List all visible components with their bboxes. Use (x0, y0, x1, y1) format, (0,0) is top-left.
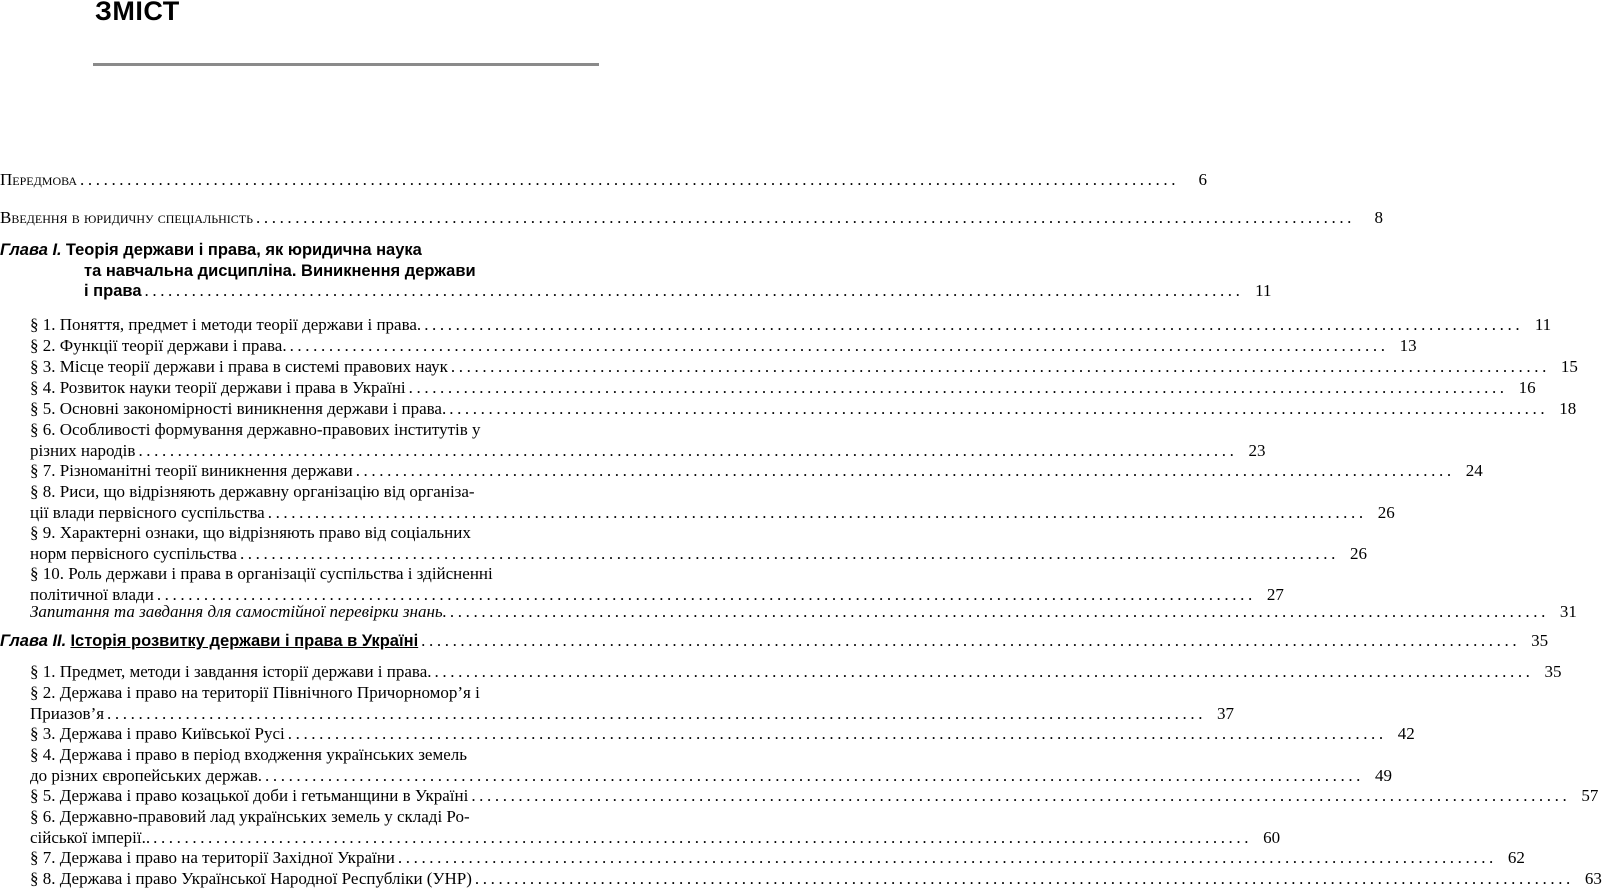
dot-leader: ............................................................................................................................................ (421, 631, 1521, 650)
page-number: 37 (1217, 703, 1235, 723)
entry-title: § 4. Розвиток науки теорії держави і права в Україні (30, 378, 406, 397)
toc-line (0, 168, 1208, 192)
entry-title: політичної влади (30, 584, 154, 604)
entry-title: різних народів (30, 440, 136, 460)
page-number: 6 (1198, 170, 1208, 189)
entry-title: § 1. Предмет, методи і завдання історії держави і права. (30, 662, 432, 681)
entry-title: ції влади первісного суспільства (30, 502, 265, 522)
dot-leader: ............................................................................................................................................ (144, 281, 1244, 301)
page-number: 11 (1534, 315, 1552, 334)
toc-line (30, 600, 1577, 624)
entry-title: § 4. Держава і право в період входження українських земель (30, 745, 468, 764)
page-number: 49 (1375, 765, 1393, 785)
entry-title: § 7. Держава і право на території Західної України (30, 848, 395, 867)
entry-title: § 6. Державно-правовий лад українських земель у складі Ро- (30, 807, 470, 826)
title-rule (93, 63, 599, 66)
entry-title: § 1. Поняття, предмет і методи теорії держави і права. (30, 315, 422, 334)
entry-title: § 9. Характерні ознаки, що відрізняють право від соціальних (30, 523, 471, 542)
dot-leader: ............................................................................................................................................ (267, 502, 1367, 522)
page-number: 57 (1581, 786, 1599, 805)
page-number: 13 (1399, 336, 1417, 355)
toc-entry-front[interactable] (0, 168, 1208, 192)
entry-title: Приазов’я (30, 703, 105, 723)
entry-title: § 5. Держава і право козацької доби і гетьманщини в Україні (30, 786, 469, 805)
page-number: 35 (1531, 631, 1549, 650)
entry-title: § 2. Функції теорії держави і права. (30, 336, 287, 355)
dot-leader: ............................................................................................................................................ (107, 703, 1207, 723)
dot-leader: ............................................................................................................................................ (449, 399, 1549, 418)
chapter-label: Глава I. (0, 241, 62, 259)
entry-title: § 2. Держава і право на території Північного Причорномор’я і (30, 683, 480, 702)
chapter-label: Глава II. (0, 632, 67, 650)
toc-line (0, 206, 1384, 230)
toc-line (30, 867, 1602, 891)
page-number: 27 (1266, 584, 1284, 604)
toc-chapter-cont (0, 279, 1272, 303)
entry-title: § 3. Місце теорії держави і права в системі правових наук (30, 357, 448, 376)
dot-leader: ............................................................................................................................................ (289, 336, 1389, 355)
page-number: 60 (1263, 827, 1281, 847)
entry-title: до різних європейських держав. (30, 765, 263, 785)
entry-title: Запитання та завдання для самостійної перевірки знань. (30, 602, 447, 621)
entry-title: § 7. Різноманітні теорії виникнення держави (30, 461, 353, 480)
entry-title: § 3. Держава і право Київської Русі (30, 724, 285, 743)
entry-title: § 5. Основні закономірності виникнення держави і права. (30, 399, 447, 418)
toc-line (84, 279, 1272, 303)
entry-title: Передмова (0, 170, 78, 189)
dot-leader: ............................................................................................................................................ (397, 848, 1497, 867)
entry-title: норм первісного суспільства (30, 543, 237, 563)
page-number: 35 (1544, 662, 1562, 681)
page-number: 15 (1560, 357, 1578, 376)
page-number: 16 (1518, 378, 1536, 397)
toc-entry-questions[interactable] (0, 600, 1577, 624)
dot-leader: ............................................................................................................................................ (138, 440, 1238, 460)
entry-title: § 10. Роль держави і права в організації суспільства і здійсненні (30, 564, 493, 583)
chapter-title: Теорія держави і права, як юридична наука (65, 241, 422, 259)
page-number: 11 (1255, 281, 1272, 301)
toc-line (0, 629, 1549, 653)
page-number: 18 (1559, 399, 1577, 418)
dot-leader: ............................................................................................................................................ (450, 357, 1550, 376)
entry-title: сійської імперії.. (30, 827, 151, 847)
dot-leader: ............................................................................................................................................ (156, 584, 1256, 604)
dot-leader: ............................................................................................................................................ (424, 315, 1524, 334)
toc-entry-chapter[interactable] (0, 629, 1549, 653)
entry-title: Введення в юридичну спеціальність (0, 208, 254, 227)
page-number: 26 (1377, 502, 1395, 522)
page-number: 23 (1248, 440, 1266, 460)
page-number: 8 (1374, 208, 1384, 227)
toc-entry-front[interactable] (0, 206, 1384, 230)
dot-leader: ............................................................................................................................................ (256, 208, 1356, 227)
page-title: ЗМІСТ (95, 0, 180, 26)
entry-title: § 6. Особливості формування державно-правових інститутів у (30, 420, 481, 439)
dot-leader: ............................................................................................................................................ (355, 461, 1455, 480)
page-number: 24 (1465, 461, 1483, 480)
chapter-title: Історія розвитку держави і права в Україні (70, 632, 419, 650)
page-number: 62 (1507, 848, 1525, 867)
dot-leader: ............................................................................................................................................ (265, 765, 1365, 785)
entry-title: § 8. Держава і право Української Народної Республіки (УНР) (30, 869, 472, 888)
entry-title: § 8. Риси, що відрізняють державну організацію від організа- (30, 482, 475, 501)
dot-leader: ............................................................................................................................................ (434, 662, 1534, 681)
dot-leader: ............................................................................................................................................ (449, 602, 1549, 621)
dot-leader: ............................................................................................................................................ (153, 827, 1253, 847)
dot-leader: ............................................................................................................................................ (287, 724, 1387, 743)
dot-leader: ............................................................................................................................................ (474, 869, 1574, 888)
dot-leader: ............................................................................................................................................ (80, 170, 1180, 189)
page-number: 63 (1584, 869, 1602, 888)
dot-leader: ............................................................................................................................................ (471, 786, 1571, 805)
dot-leader: ............................................................................................................................................ (239, 543, 1339, 563)
chapter-title: та навчальна дисципліна. Виникнення держави (84, 261, 476, 280)
page-number: 26 (1349, 543, 1367, 563)
page-number: 42 (1397, 724, 1415, 743)
chapter-title: і права (84, 282, 142, 301)
page-number: 31 (1559, 602, 1577, 621)
dot-leader: ............................................................................................................................................ (408, 378, 1508, 397)
toc-entry-section[interactable] (0, 867, 1602, 891)
